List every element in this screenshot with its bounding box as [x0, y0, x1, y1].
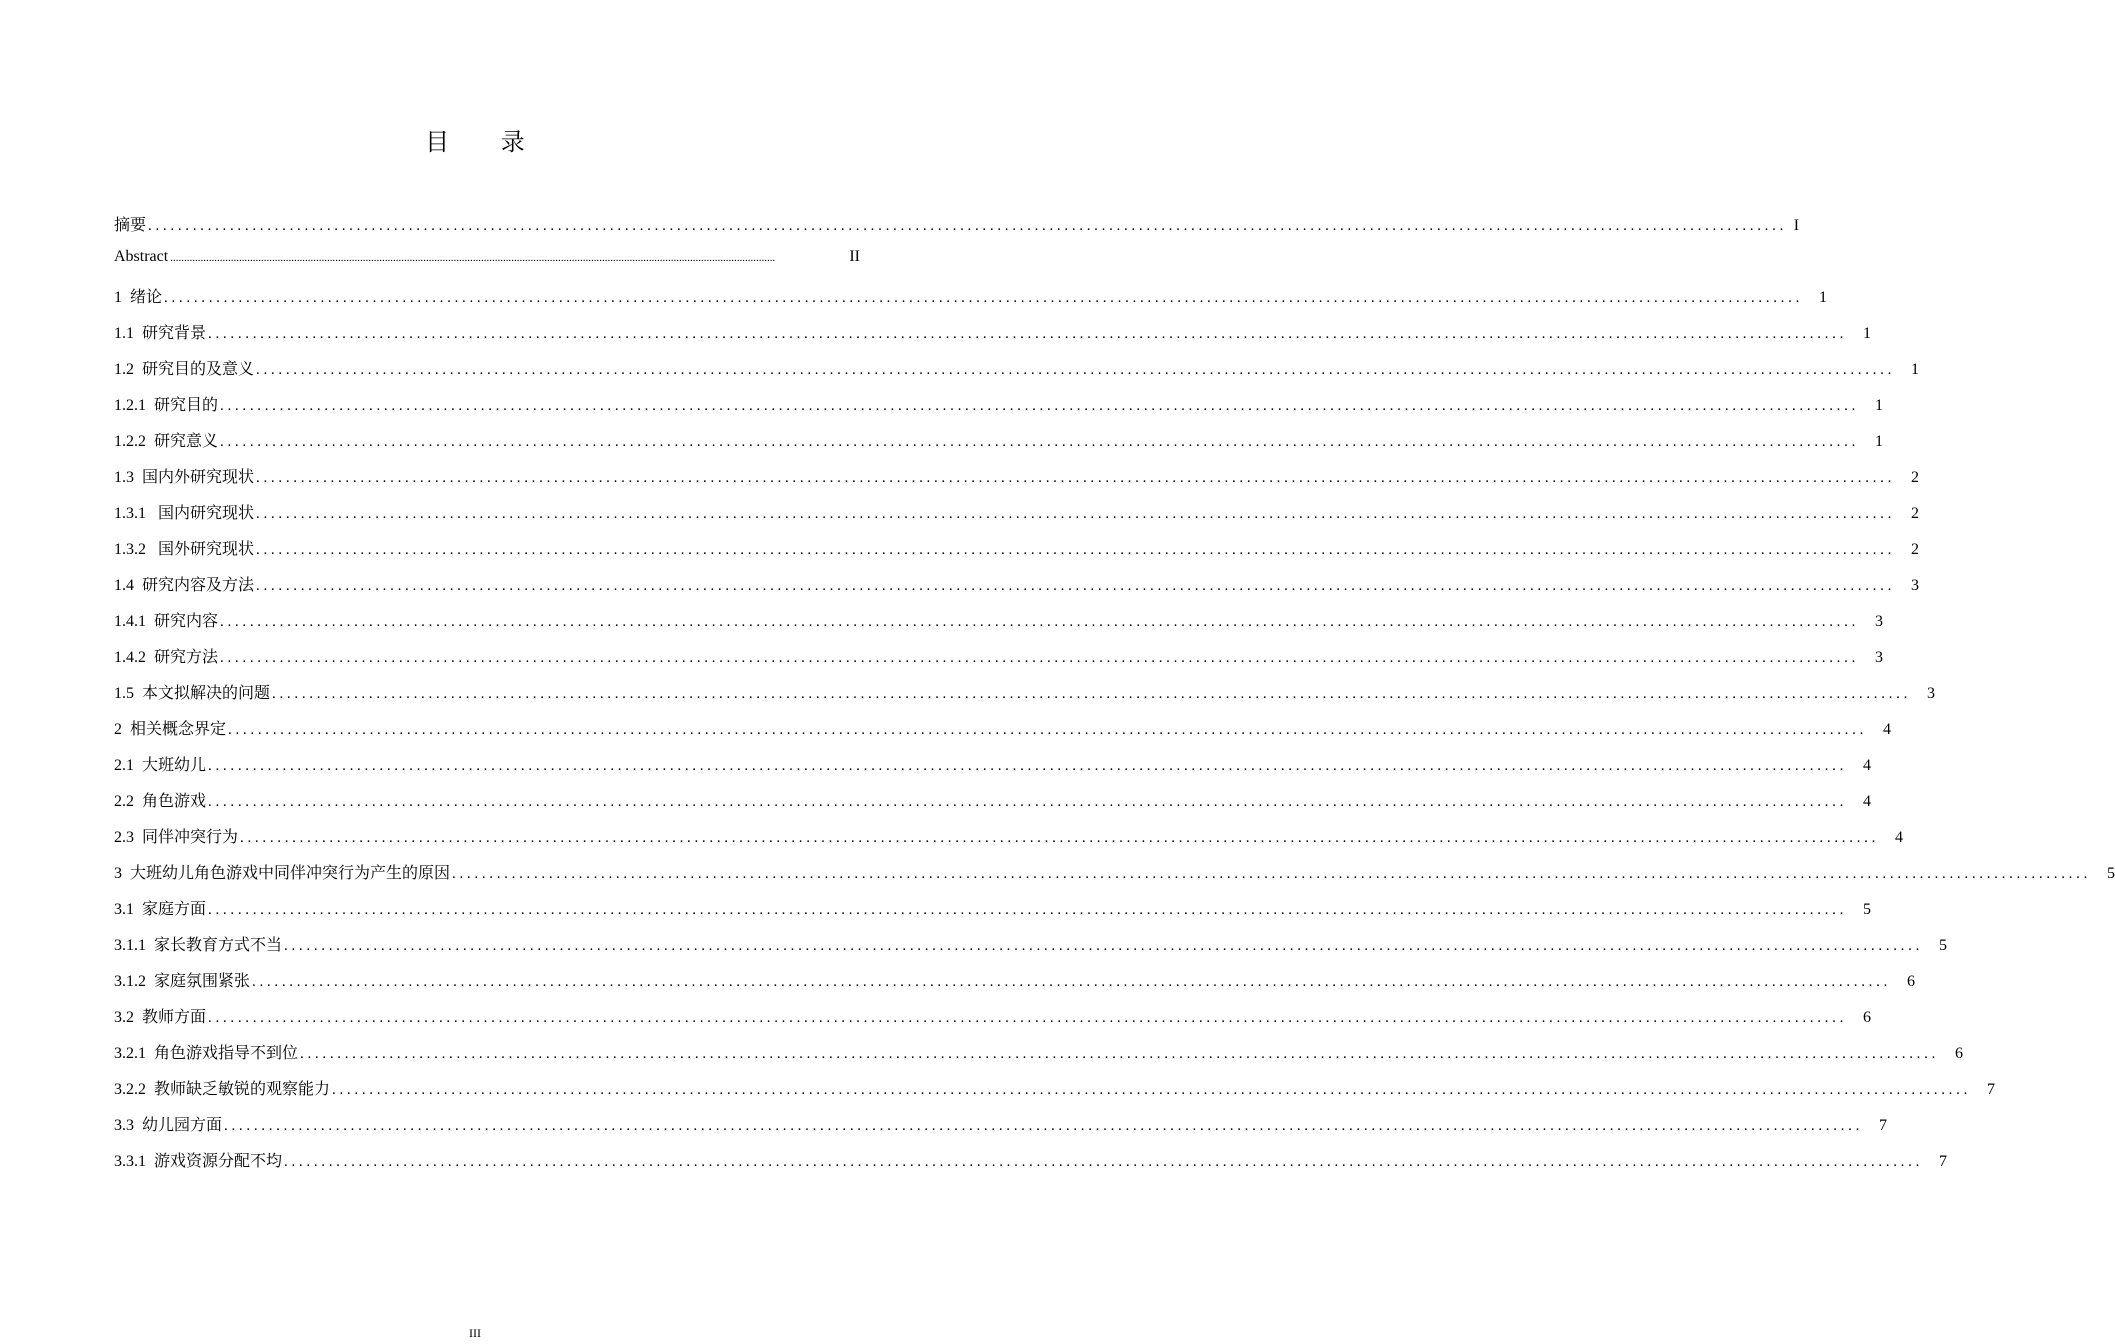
toc-entry-page: 7 [1879, 1117, 1888, 1134]
toc-entry-number: 1.4.2 [114, 649, 146, 666]
toc-leader-dots: ............................................................................................................................................................................................................................ [256, 506, 1896, 522]
toc-entry[interactable] [114, 896, 1872, 932]
toc-entry[interactable] [114, 788, 1872, 824]
toc-entry-page: 4 [1883, 721, 1892, 738]
toc-entry[interactable] [114, 572, 1920, 608]
toc-leader-dots: ............................................................................................................................................................................................................................ [256, 470, 1896, 486]
toc-entry[interactable] [114, 392, 1884, 428]
toc-entry-title [114, 1004, 206, 1027]
toc-entry-title [114, 968, 250, 991]
toc-entry[interactable] [114, 824, 1904, 860]
toc-entry[interactable] [114, 860, 2115, 896]
toc-entry-label: 研究方法 [154, 649, 219, 666]
toc-entry-page: 3 [1875, 613, 1884, 630]
toc-entry-title [114, 1148, 282, 1171]
toc-entry-title [114, 356, 254, 379]
toc-leader-dots: ............................................................................................................................................................................................................................ [284, 938, 1924, 954]
toc-entry[interactable] [114, 248, 860, 284]
toc-entry-title [114, 320, 206, 343]
toc-entry[interactable] [114, 1004, 1872, 1040]
toc-leader-dots: ............................................................................................................................................................................................................................ [220, 434, 1860, 450]
toc-entry-page: 4 [1863, 793, 1872, 810]
toc-entry-page: 3 [1927, 685, 1936, 702]
toc-entry-number: 1.4.1 [114, 613, 146, 630]
toc-entry-number: 1.2 [114, 361, 134, 378]
toc-leader-dots: ............................................................................................................................................................................................................................ [272, 686, 1912, 702]
toc-entry[interactable] [114, 1148, 1948, 1184]
toc-leader-dots: ............................................................................................................................................................................................................................ [208, 326, 1848, 342]
toc-entry-number: 1.3 [114, 469, 134, 486]
toc-entry-page: 1 [1911, 361, 1920, 378]
page-number-footer: III [469, 1326, 481, 1340]
toc-entry-title [114, 284, 162, 307]
toc-leader-dots: ............................................................................................................................................................................................................................ [240, 830, 1880, 846]
toc-leader-dots: ............................................................................................................................................................................................................................ [164, 290, 1804, 306]
toc-entry-page: 2 [1911, 541, 1920, 558]
toc-entry-title [114, 248, 168, 266]
toc-leader-dots: ............................................................................................................................................................................................................................ [252, 974, 1892, 990]
toc-entry-label: 家庭氛围紧张 [154, 973, 251, 990]
toc-entry[interactable] [114, 428, 1884, 464]
toc-entry[interactable] [114, 464, 1920, 500]
toc-leader-dots: ............................................................................................................................................................................................................................ [284, 1154, 1924, 1170]
toc-entry-label: 大班幼儿角色游戏中同伴冲突行为产生的原因 [130, 865, 451, 882]
toc-entry-page: 1 [1863, 325, 1872, 342]
toc-entry-page: 4 [1895, 829, 1904, 846]
toc-entry[interactable] [114, 644, 1884, 680]
toc-leader-dots: ............................................................................................................................................................................................................................ [256, 578, 1896, 594]
toc-leader-dots: ............................................................................................................................................................................................................................ [208, 902, 1848, 918]
toc-entry-page: 5 [1939, 937, 1948, 954]
toc-entry[interactable] [114, 608, 1884, 644]
toc-entry-number: 1 [114, 289, 122, 306]
toc-entry-label: 家庭方面 [142, 901, 207, 918]
toc-entry-page: I [1793, 217, 1800, 234]
toc-entry-title [114, 428, 218, 451]
table-of-contents [114, 212, 2115, 1184]
toc-entry-page: 2 [1911, 469, 1920, 486]
toc-entry-title [114, 1076, 330, 1099]
toc-entry-number: 1.2.2 [114, 433, 146, 450]
toc-entry-number: 2.3 [114, 829, 134, 846]
toc-entry-number: 2.2 [114, 793, 134, 810]
toc-entry[interactable] [114, 1040, 1964, 1076]
toc-entry[interactable] [114, 536, 1920, 572]
toc-entry-title [114, 680, 270, 703]
toc-leader-dots: ............................................................................................................................................................................................................................ [256, 362, 1896, 378]
toc-leader-dots: ............................................................................................................................................................................................................................ [220, 650, 1860, 666]
toc-entry-label: 角色游戏指导不到位 [154, 1045, 299, 1062]
toc-entry-number: 1.3.1 [114, 505, 146, 522]
toc-entry[interactable] [114, 500, 1920, 536]
toc-entry-page: 6 [1955, 1045, 1964, 1062]
toc-entry-label: Abstract [114, 248, 169, 265]
toc-entry[interactable] [114, 716, 1892, 752]
toc-entry-title [114, 716, 226, 739]
toc-leader-dots: ............................................................................................................................................................................................................................ [452, 866, 2092, 882]
toc-entry-label: 研究目的 [154, 397, 219, 414]
toc-leader-dots: ............................................................................................................................................................................................................................ [228, 722, 1868, 738]
toc-entry-number: 3 [114, 865, 122, 882]
toc-entry[interactable] [114, 212, 1800, 248]
toc-leader-dots: ............................................................................................................................................................................................................................ [220, 398, 1860, 414]
toc-entry-number: 1.1 [114, 325, 134, 342]
toc-entry-label: 研究目的及意义 [142, 361, 255, 378]
toc-entry-label: 研究背景 [142, 325, 207, 342]
toc-leader-dots: ............................................................................................................................................................................................................................ [208, 758, 1848, 774]
toc-leader-dots: ............................................................................................................................................................................................................................ [220, 614, 1860, 630]
toc-entry-number: 2 [114, 721, 122, 738]
toc-entry-label: 教师方面 [142, 1009, 207, 1026]
toc-entry[interactable] [114, 356, 1920, 392]
toc-entry-label: 研究内容及方法 [142, 577, 255, 594]
toc-leader-dots: ............................................................................................................................................................................................................................ [256, 542, 1896, 558]
toc-entry-title [114, 896, 206, 919]
toc-entry-label: 国内外研究现状 [142, 469, 255, 486]
toc-entry-title [114, 752, 206, 775]
toc-entry-label: 绪论 [130, 289, 163, 306]
toc-entry-number: 1.4 [114, 577, 134, 594]
toc-entry-label: 幼儿园方面 [142, 1117, 223, 1134]
toc-entry[interactable] [114, 1076, 1996, 1112]
toc-entry[interactable] [114, 752, 1872, 788]
toc-entry[interactable] [114, 932, 1948, 968]
toc-leader-dots: ............................................................................................................................................................................................................................ [208, 794, 1848, 810]
toc-entry-page: 5 [1863, 901, 1872, 918]
toc-entry-page: 4 [1863, 757, 1872, 774]
toc-entry-label: 教师缺乏敏锐的观察能力 [154, 1081, 331, 1098]
toc-entry-number: 1.3.2 [114, 541, 146, 558]
toc-entry[interactable] [114, 680, 1936, 716]
toc-leader-dots: ............................................................................................................................................................................................................................ [300, 1046, 1940, 1062]
toc-entry-page: 6 [1907, 973, 1916, 990]
toc-entry-title [114, 644, 218, 667]
toc-leader-dots: ............................................................................................................................................................................................................................ [208, 1010, 1848, 1026]
toc-entry-title [114, 500, 254, 523]
toc-entry-page: 1 [1819, 289, 1828, 306]
toc-entry-title [114, 392, 218, 415]
toc-entry-title [114, 572, 254, 595]
toc-entry-number: 3.3 [114, 1117, 134, 1134]
toc-entry-page: 3 [1875, 649, 1884, 666]
toc-entry-label: 相关概念界定 [130, 721, 227, 738]
toc-entry-title [114, 1040, 298, 1063]
toc-entry-page: 7 [1939, 1153, 1948, 1170]
toc-entry[interactable] [114, 968, 1916, 1004]
toc-entry-page: 3 [1911, 577, 1920, 594]
toc-entry-title [114, 608, 218, 631]
toc-entry-label: 国外研究现状 [154, 541, 255, 558]
toc-entry-label: 研究意义 [154, 433, 219, 450]
page-title: 目 录 [425, 128, 547, 156]
toc-entry-number: 3.1.1 [114, 937, 146, 954]
toc-entry-title [114, 536, 254, 559]
toc-entry-title [114, 464, 254, 487]
toc-leader-dots: ............................................................................................................................................................................................................................ [148, 218, 1788, 234]
toc-entry-label: 本文拟解决的问题 [142, 685, 271, 702]
toc-entry-label: 角色游戏 [142, 793, 207, 810]
toc-entry-number: 3.2.2 [114, 1081, 146, 1098]
toc-entry-title [114, 1112, 222, 1135]
toc-entry-label: 国内研究现状 [154, 505, 255, 522]
toc-entry-number: 3.3.1 [114, 1153, 146, 1170]
toc-entry-number: 1.5 [114, 685, 134, 702]
toc-entry-number: 3.1.2 [114, 973, 146, 990]
toc-entry-title [114, 860, 450, 883]
toc-entry-number: 2.1 [114, 757, 134, 774]
toc-entry-number: 3.2 [114, 1009, 134, 1026]
toc-entry-number: 3.2.1 [114, 1045, 146, 1062]
toc-entry-page: 2 [1911, 505, 1920, 522]
toc-entry-number: 1.2.1 [114, 397, 146, 414]
toc-leader-dots: ............................................................................................................................................................................................................................ [224, 1118, 1864, 1134]
toc-leader-dots: ............................................................................................................................................................................................................................ [170, 252, 776, 264]
toc-entry-title [114, 212, 146, 235]
toc-entry[interactable] [114, 1112, 1888, 1148]
toc-entry-page: 1 [1875, 397, 1884, 414]
toc-entry-page: 1 [1875, 433, 1884, 450]
toc-leader-dots: ............................................................................................................................................................................................................................ [332, 1082, 1972, 1098]
toc-entry-label: 研究内容 [154, 613, 219, 630]
toc-entry-label: 家长教育方式不当 [154, 937, 283, 954]
toc-entry-label: 大班幼儿 [142, 757, 207, 774]
toc-entry[interactable] [114, 284, 1828, 320]
toc-entry-page: 5 [2107, 865, 2115, 882]
toc-entry-page: 6 [1863, 1009, 1872, 1026]
toc-entry-title [114, 932, 282, 955]
toc-entry-label: 摘要 [114, 217, 147, 234]
toc-entry-number: 3.1 [114, 901, 134, 918]
toc-entry-label: 游戏资源分配不均 [154, 1153, 283, 1170]
toc-entry-page: 7 [1987, 1081, 1996, 1098]
toc-entry[interactable] [114, 320, 1872, 356]
toc-entry-label: 同伴冲突行为 [142, 829, 239, 846]
toc-entry-title [114, 788, 206, 811]
toc-entry-title [114, 824, 238, 847]
toc-entry-page: II [849, 248, 860, 265]
